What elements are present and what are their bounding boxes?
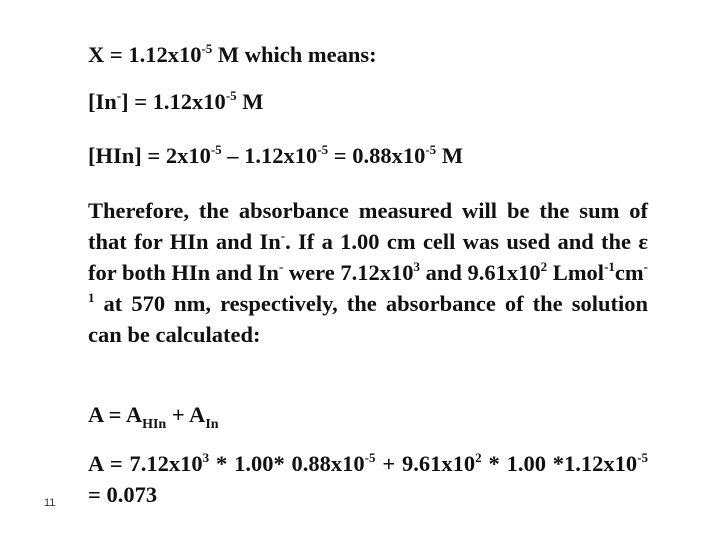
superscript: -1	[604, 259, 615, 274]
equation-absorbance-result	[88, 448, 648, 510]
superscript: -1	[88, 259, 648, 305]
subscript: In	[205, 417, 219, 432]
text-run: [HIn] = 2x10	[88, 143, 211, 168]
superscript: -5	[201, 41, 213, 56]
superscript: -	[280, 228, 286, 243]
text-run: = 0.88x10	[328, 143, 426, 168]
equation-x-value	[88, 40, 648, 70]
text-run: M	[236, 89, 264, 114]
text-run: Therefore, the absorbance measured will be the sum of that for HIn and In	[88, 198, 648, 254]
text-run: and 9.61x10	[420, 260, 541, 285]
text-run: [In	[88, 89, 117, 114]
text-run: + 9.61x10	[375, 451, 476, 476]
superscript: -5	[225, 88, 237, 103]
superscript: -5	[210, 142, 222, 157]
superscript: 3	[202, 450, 210, 465]
text-run: ] = 1.12x10	[121, 89, 226, 114]
explanation-paragraph	[88, 195, 648, 350]
equation-in-concentration	[88, 87, 648, 117]
text-run: A = 7.12x10	[88, 451, 203, 476]
text-run: = 0.073	[88, 482, 158, 507]
text-run: * 1.00 *1.12x10	[481, 451, 638, 476]
superscript: -5	[364, 450, 376, 465]
superscript: -	[116, 88, 122, 103]
page-number: 11	[44, 497, 56, 509]
text-run: Lmol	[547, 260, 605, 285]
text-run: A = A	[88, 402, 143, 427]
superscript: 3	[413, 259, 420, 274]
superscript: -	[278, 259, 284, 274]
text-run: were 7.12x10	[283, 260, 414, 285]
superscript: -5	[425, 142, 437, 157]
equation-absorbance-sum	[88, 400, 648, 430]
superscript: -5	[317, 142, 329, 157]
text-run: + A	[166, 402, 206, 427]
text-run: X = 1.12x10	[88, 42, 202, 67]
text-run: * 1.00* 0.88x10	[209, 451, 365, 476]
equation-hin-concentration	[88, 141, 648, 171]
superscript: 2	[475, 450, 482, 465]
text-run: cm	[614, 260, 644, 285]
subscript: HIn	[142, 417, 167, 432]
text-run: M which means:	[212, 42, 377, 67]
text-run: M	[436, 143, 464, 168]
text-run: . If a 1.00 cm cell was used and the ε for both HIn and In	[88, 229, 648, 285]
text-run: – 1.12x10	[221, 143, 318, 168]
superscript: 2	[540, 259, 548, 274]
superscript: -5	[637, 450, 649, 465]
text-run: at 570 nm, respectively, the absorbance of the solution can be calculated:	[88, 291, 648, 347]
